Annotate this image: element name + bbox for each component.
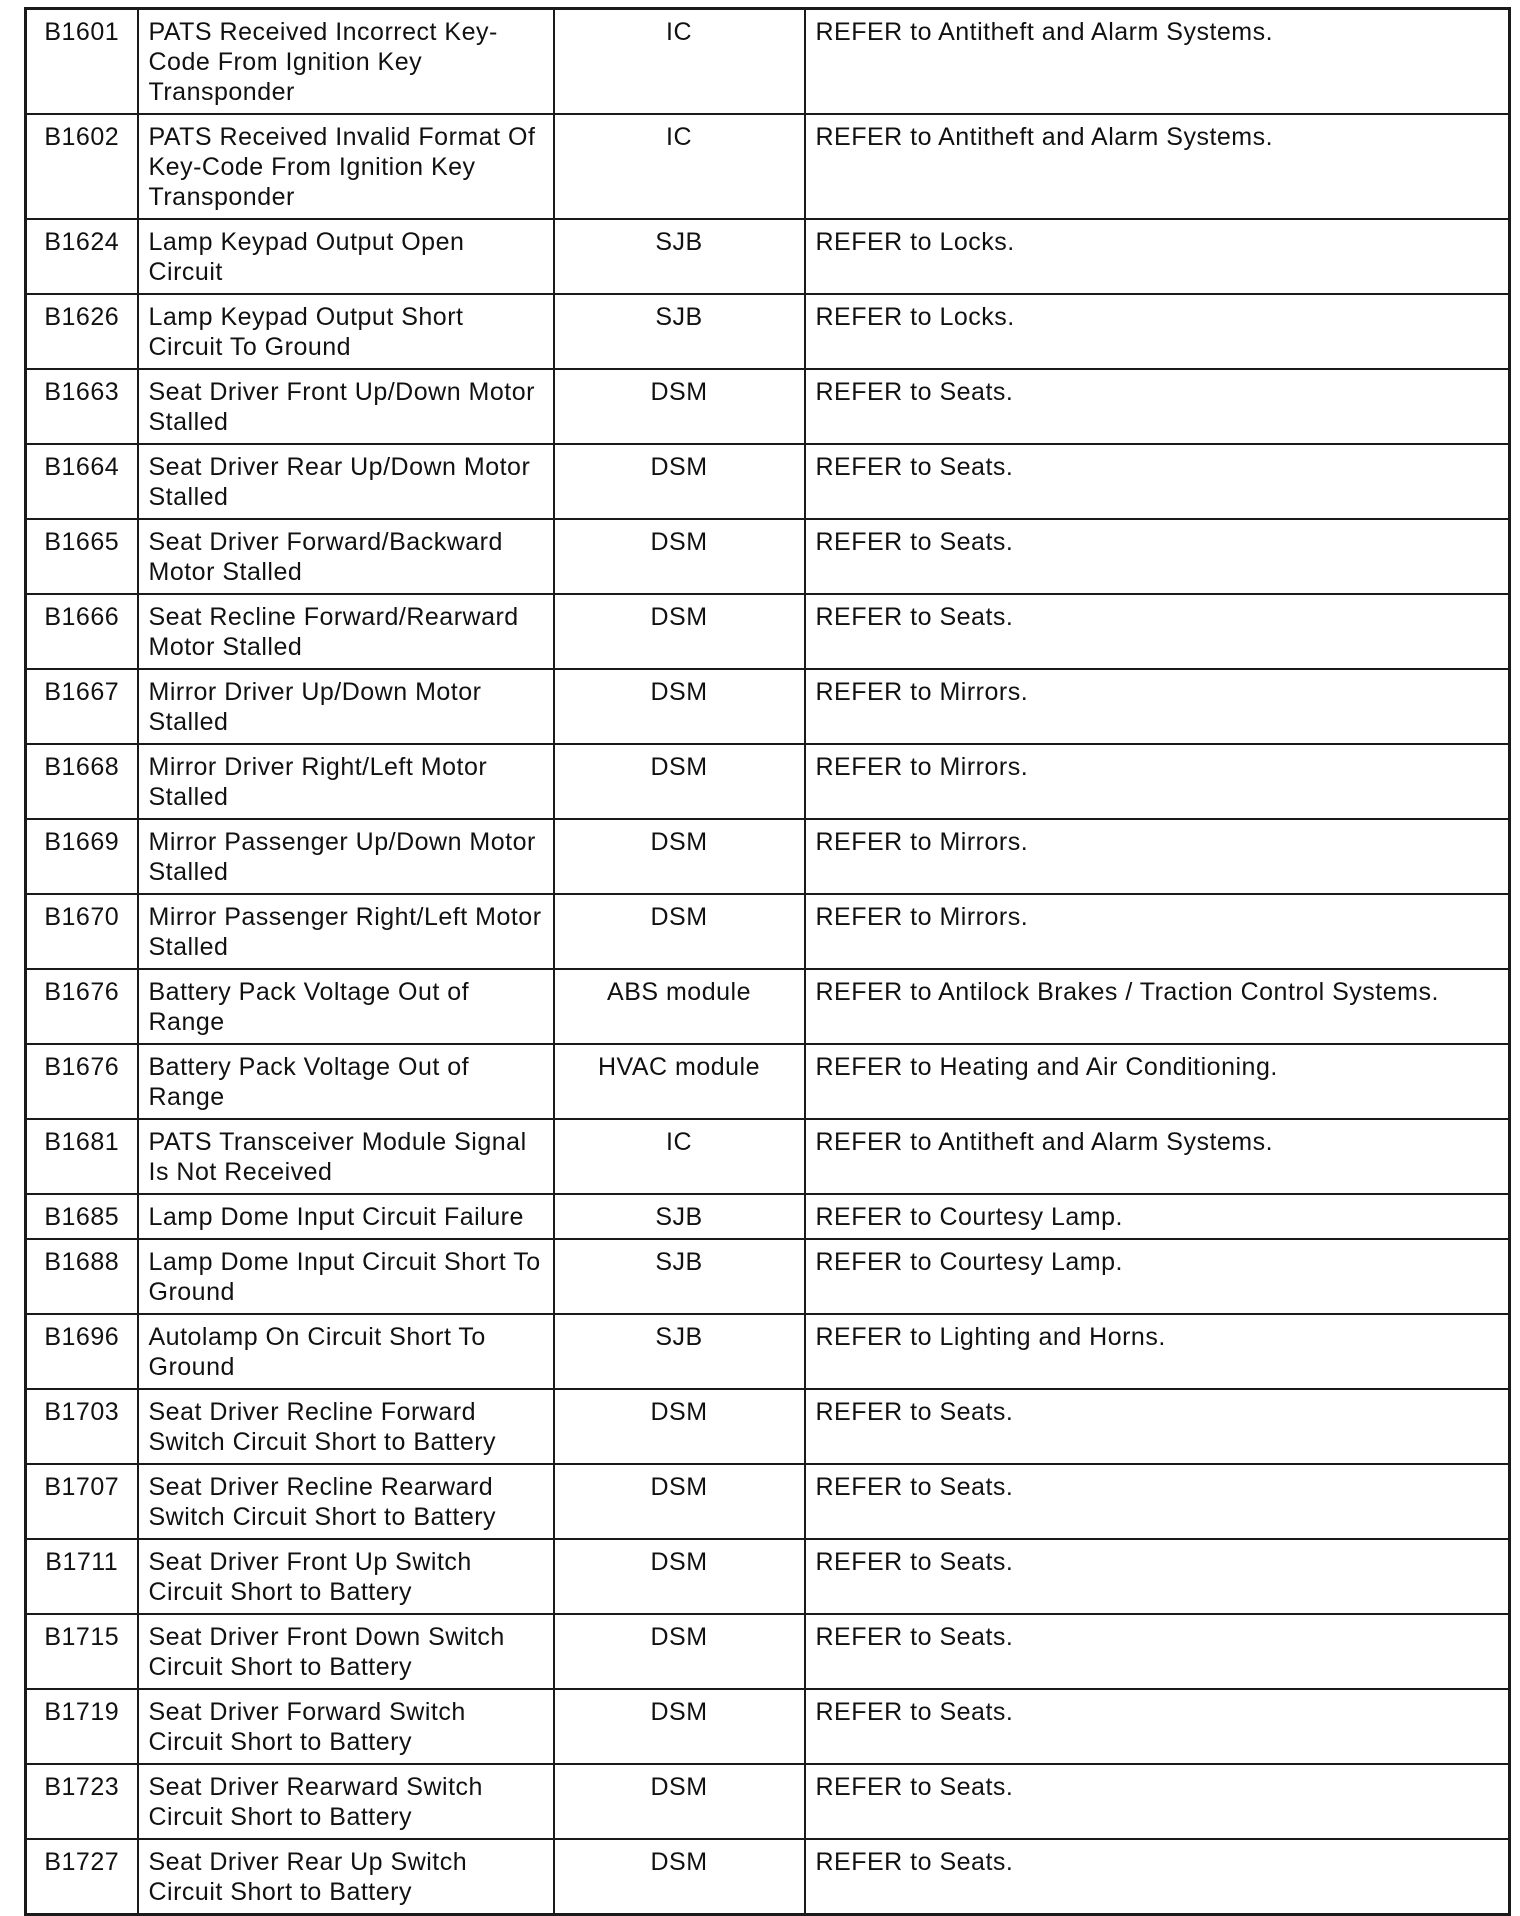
dtc-action-cell: REFER to Seats. xyxy=(805,369,1510,444)
table-row xyxy=(26,444,1510,519)
dtc-description-cell: Lamp Keypad Output Short Circuit To Ground xyxy=(138,294,554,369)
dtc-description-cell: Seat Driver Front Up Switch Circuit Short to Battery xyxy=(138,1539,554,1614)
dtc-module-cell: IC xyxy=(554,114,805,219)
dtc-description-cell: Seat Recline Forward/Rearward Motor Stalled xyxy=(138,594,554,669)
dtc-code-cell: B1681 xyxy=(26,1119,138,1194)
dtc-action-cell: REFER to Seats. xyxy=(805,1464,1510,1539)
dtc-code-cell: B1703 xyxy=(26,1389,138,1464)
table-row xyxy=(26,894,1510,969)
dtc-code-cell: B1711 xyxy=(26,1539,138,1614)
dtc-description-cell: Lamp Dome Input Circuit Failure xyxy=(138,1194,554,1239)
dtc-code-cell: B1685 xyxy=(26,1194,138,1239)
dtc-description-cell: Seat Driver Recline Rearward Switch Circuit Short to Battery xyxy=(138,1464,554,1539)
dtc-module-cell: DSM xyxy=(554,519,805,594)
table-row xyxy=(26,294,1510,369)
dtc-module-cell: DSM xyxy=(554,894,805,969)
dtc-table-container xyxy=(24,7,1511,1906)
table-row xyxy=(26,519,1510,594)
table-row xyxy=(26,1314,1510,1389)
dtc-code-cell: B1601 xyxy=(26,9,138,115)
dtc-module-cell: DSM xyxy=(554,369,805,444)
table-row xyxy=(26,1194,1510,1239)
dtc-action-cell: REFER to Seats. xyxy=(805,594,1510,669)
dtc-description-cell: Lamp Keypad Output Open Circuit xyxy=(138,219,554,294)
dtc-module-cell: HVAC module xyxy=(554,1044,805,1119)
dtc-code-cell: B1688 xyxy=(26,1239,138,1314)
dtc-description-cell: Lamp Dome Input Circuit Short To Ground xyxy=(138,1239,554,1314)
dtc-module-cell: DSM xyxy=(554,1764,805,1839)
dtc-code-cell: B1696 xyxy=(26,1314,138,1389)
dtc-code-cell: B1602 xyxy=(26,114,138,219)
dtc-module-cell: SJB xyxy=(554,1194,805,1239)
dtc-module-cell: DSM xyxy=(554,1689,805,1764)
dtc-code-cell: B1667 xyxy=(26,669,138,744)
dtc-description-cell: Autolamp On Circuit Short To Ground xyxy=(138,1314,554,1389)
dtc-description-cell: PATS Received Invalid Format Of Key-Code From Ignition Key Transponder xyxy=(138,114,554,219)
dtc-code-cell: B1707 xyxy=(26,1464,138,1539)
dtc-module-cell: DSM xyxy=(554,444,805,519)
dtc-description-cell: Seat Driver Rear Up/Down Motor Stalled xyxy=(138,444,554,519)
dtc-code-cell: B1669 xyxy=(26,819,138,894)
table-row xyxy=(26,369,1510,444)
dtc-table xyxy=(24,7,1511,1916)
dtc-module-cell: SJB xyxy=(554,219,805,294)
dtc-code-cell: B1664 xyxy=(26,444,138,519)
dtc-description-cell: PATS Received Incorrect Key-Code From Ignition Key Transponder xyxy=(138,9,554,115)
dtc-code-cell: B1665 xyxy=(26,519,138,594)
dtc-module-cell: DSM xyxy=(554,594,805,669)
dtc-module-cell: ABS module xyxy=(554,969,805,1044)
dtc-action-cell: REFER to Mirrors. xyxy=(805,894,1510,969)
table-row xyxy=(26,1389,1510,1464)
dtc-description-cell: Mirror Passenger Right/Left Motor Stalled xyxy=(138,894,554,969)
table-row xyxy=(26,1764,1510,1839)
dtc-code-cell: B1626 xyxy=(26,294,138,369)
dtc-description-cell: Battery Pack Voltage Out of Range xyxy=(138,1044,554,1119)
dtc-action-cell: REFER to Lighting and Horns. xyxy=(805,1314,1510,1389)
dtc-module-cell: DSM xyxy=(554,1839,805,1915)
dtc-code-cell: B1666 xyxy=(26,594,138,669)
dtc-action-cell: REFER to Seats. xyxy=(805,1389,1510,1464)
dtc-action-cell: REFER to Seats. xyxy=(805,1764,1510,1839)
dtc-code-cell: B1723 xyxy=(26,1764,138,1839)
table-row xyxy=(26,1464,1510,1539)
dtc-module-cell: DSM xyxy=(554,1389,805,1464)
table-row xyxy=(26,219,1510,294)
dtc-module-cell: SJB xyxy=(554,294,805,369)
dtc-action-cell: REFER to Antitheft and Alarm Systems. xyxy=(805,114,1510,219)
dtc-code-cell: B1624 xyxy=(26,219,138,294)
table-row xyxy=(26,1614,1510,1689)
dtc-action-cell: REFER to Courtesy Lamp. xyxy=(805,1239,1510,1314)
table-row xyxy=(26,594,1510,669)
dtc-description-cell: Mirror Driver Right/Left Motor Stalled xyxy=(138,744,554,819)
dtc-module-cell: DSM xyxy=(554,1464,805,1539)
dtc-module-cell: DSM xyxy=(554,744,805,819)
dtc-description-cell: Seat Driver Front Up/Down Motor Stalled xyxy=(138,369,554,444)
table-row xyxy=(26,9,1510,115)
dtc-module-cell: SJB xyxy=(554,1239,805,1314)
table-row xyxy=(26,1689,1510,1764)
dtc-code-cell: B1719 xyxy=(26,1689,138,1764)
dtc-module-cell: DSM xyxy=(554,1614,805,1689)
dtc-action-cell: REFER to Antitheft and Alarm Systems. xyxy=(805,1119,1510,1194)
dtc-code-cell: B1676 xyxy=(26,969,138,1044)
table-row xyxy=(26,1044,1510,1119)
table-row xyxy=(26,1539,1510,1614)
dtc-action-cell: REFER to Locks. xyxy=(805,294,1510,369)
table-row xyxy=(26,114,1510,219)
table-row xyxy=(26,744,1510,819)
dtc-action-cell: REFER to Seats. xyxy=(805,444,1510,519)
table-row xyxy=(26,819,1510,894)
dtc-description-cell: Seat Driver Forward Switch Circuit Short to Battery xyxy=(138,1689,554,1764)
dtc-description-cell: Seat Driver Rear Up Switch Circuit Short to Battery xyxy=(138,1839,554,1915)
dtc-table-body xyxy=(26,9,1510,1915)
dtc-module-cell: DSM xyxy=(554,1539,805,1614)
table-row xyxy=(26,669,1510,744)
dtc-action-cell: REFER to Mirrors. xyxy=(805,819,1510,894)
dtc-module-cell: DSM xyxy=(554,819,805,894)
dtc-module-cell: IC xyxy=(554,1119,805,1194)
dtc-description-cell: Seat Driver Recline Forward Switch Circuit Short to Battery xyxy=(138,1389,554,1464)
dtc-action-cell: REFER to Mirrors. xyxy=(805,669,1510,744)
dtc-action-cell: REFER to Courtesy Lamp. xyxy=(805,1194,1510,1239)
dtc-action-cell: REFER to Seats. xyxy=(805,1614,1510,1689)
dtc-code-cell: B1663 xyxy=(26,369,138,444)
dtc-module-cell: DSM xyxy=(554,669,805,744)
table-row xyxy=(26,1119,1510,1194)
dtc-action-cell: REFER to Heating and Air Conditioning. xyxy=(805,1044,1510,1119)
dtc-code-cell: B1727 xyxy=(26,1839,138,1915)
dtc-action-cell: REFER to Locks. xyxy=(805,219,1510,294)
dtc-action-cell: REFER to Antitheft and Alarm Systems. xyxy=(805,9,1510,115)
dtc-action-cell: REFER to Seats. xyxy=(805,1839,1510,1915)
dtc-description-cell: Seat Driver Rearward Switch Circuit Short to Battery xyxy=(138,1764,554,1839)
dtc-description-cell: Seat Driver Forward/Backward Motor Stalled xyxy=(138,519,554,594)
table-row xyxy=(26,1239,1510,1314)
dtc-action-cell: REFER to Seats. xyxy=(805,1689,1510,1764)
dtc-code-cell: B1670 xyxy=(26,894,138,969)
dtc-action-cell: REFER to Mirrors. xyxy=(805,744,1510,819)
table-row xyxy=(26,1839,1510,1915)
dtc-action-cell: REFER to Seats. xyxy=(805,1539,1510,1614)
dtc-description-cell: PATS Transceiver Module Signal Is Not Received xyxy=(138,1119,554,1194)
dtc-module-cell: SJB xyxy=(554,1314,805,1389)
dtc-action-cell: REFER to Seats. xyxy=(805,519,1510,594)
dtc-code-cell: B1668 xyxy=(26,744,138,819)
dtc-description-cell: Battery Pack Voltage Out of Range xyxy=(138,969,554,1044)
dtc-description-cell: Mirror Driver Up/Down Motor Stalled xyxy=(138,669,554,744)
dtc-description-cell: Seat Driver Front Down Switch Circuit Short to Battery xyxy=(138,1614,554,1689)
dtc-code-cell: B1715 xyxy=(26,1614,138,1689)
dtc-description-cell: Mirror Passenger Up/Down Motor Stalled xyxy=(138,819,554,894)
table-row xyxy=(26,969,1510,1044)
dtc-module-cell: IC xyxy=(554,9,805,115)
dtc-action-cell: REFER to Antilock Brakes / Traction Control Systems. xyxy=(805,969,1510,1044)
dtc-code-cell: B1676 xyxy=(26,1044,138,1119)
